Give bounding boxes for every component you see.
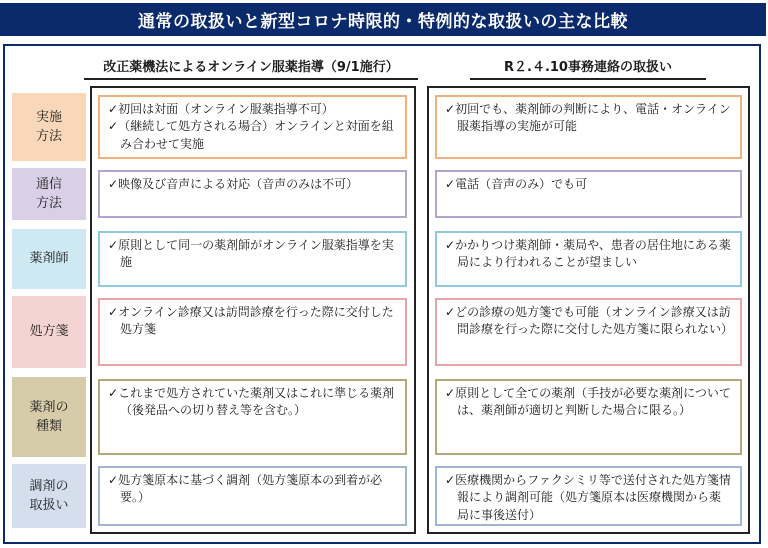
item-text: 初回は対面（オンライン服薬指導不可） (118, 102, 334, 116)
check-icon: ✓ (445, 473, 456, 487)
item-text: 医療機関からファクシミリ等で送付された処方箋情報により調剤可能（処方箋原本は医療機関から薬局に事後送付） (455, 473, 731, 522)
item-text: （継続して処方される場合）オンラインと対面を組み合わせて実施 (118, 119, 394, 151)
left-cell (98, 466, 407, 526)
left-cell (98, 231, 407, 287)
check-icon: ✓ (445, 305, 456, 319)
item-text: 処方箋原本に基づく調剤（処方箋原本の到着が必要。） (118, 473, 383, 505)
check-icon: ✓ (108, 386, 119, 400)
right-cell (435, 170, 742, 218)
item-text: 原則として全ての薬剤（手技が必要な薬剤については、薬剤師が適切と判断した場合に限る。） (455, 386, 731, 418)
bullet-item (445, 385, 732, 420)
item-text: 初回でも、薬剤師の判断により、電話・オンライン服薬指導の実施が可能 (455, 102, 731, 134)
check-icon: ✓ (108, 177, 119, 191)
item-text: 映像及び音声による対応（音声のみは不可） (118, 177, 359, 191)
bullet-item (445, 472, 732, 524)
bullet-item (108, 472, 397, 507)
right-cell (435, 298, 742, 366)
right-cell (435, 466, 742, 526)
left-cell (98, 379, 407, 455)
item-text: どの診療の処方箋でも可能（オンライン診療又は訪問診療を行った際に交付した処方箋に限られない） (455, 305, 734, 337)
left-cell (98, 298, 407, 366)
left-cell (98, 95, 407, 159)
column-header-left: 改正薬機法によるオンライン服薬指導（9/1施行） (84, 56, 418, 80)
check-icon: ✓ (445, 177, 456, 191)
row-label: 実施 方法 (12, 93, 86, 161)
item-text: 電話（音声のみ）でも可 (455, 177, 588, 191)
bullet-item (108, 304, 397, 339)
bullet-item (445, 237, 732, 272)
bullet-item (108, 118, 397, 153)
row-label: 処方箋 (12, 296, 86, 368)
column-header-right: R２.４.10事務連絡の取扱い (470, 56, 706, 80)
row-label: 通信 方法 (12, 168, 86, 220)
check-icon: ✓ (108, 119, 119, 134)
right-cell (435, 379, 742, 455)
check-icon: ✓ (108, 238, 119, 252)
bullet-item (445, 304, 732, 339)
bullet-item (445, 101, 732, 136)
row-label: 薬剤師 (12, 229, 86, 289)
check-icon: ✓ (445, 238, 456, 252)
row-label: 薬剤の 種類 (12, 377, 86, 457)
row-label: 調剤の 取扱い (12, 464, 86, 528)
bullet-item (108, 237, 397, 272)
check-icon: ✓ (445, 102, 456, 116)
bullet-item (445, 176, 732, 193)
item-text: オンライン診療又は訪問診療を行った際に交付した処方箋 (118, 305, 394, 337)
check-icon: ✓ (108, 305, 119, 319)
check-icon: ✓ (108, 102, 119, 116)
bullet-item (108, 385, 397, 420)
page-title: 通常の取扱いと新型コロナ時限的・特例的な取扱いの主な比較 (0, 3, 766, 36)
item-text: かかりつけ薬剤師・薬局や、患者の居住地にある薬局により行われることが望ましい (455, 238, 731, 270)
check-icon: ✓ (108, 473, 119, 487)
bullet-item (108, 176, 397, 193)
item-text: これまで処方されていた薬剤又はこれに準じる薬剤（後発品への切り替え等を含む。） (118, 386, 395, 418)
right-cell (435, 95, 742, 159)
left-cell (98, 170, 407, 218)
bullet-item (108, 101, 397, 118)
item-text: 原則として同一の薬剤師がオンライン服薬指導を実施 (118, 238, 394, 270)
check-icon: ✓ (445, 386, 456, 400)
right-cell (435, 231, 742, 287)
